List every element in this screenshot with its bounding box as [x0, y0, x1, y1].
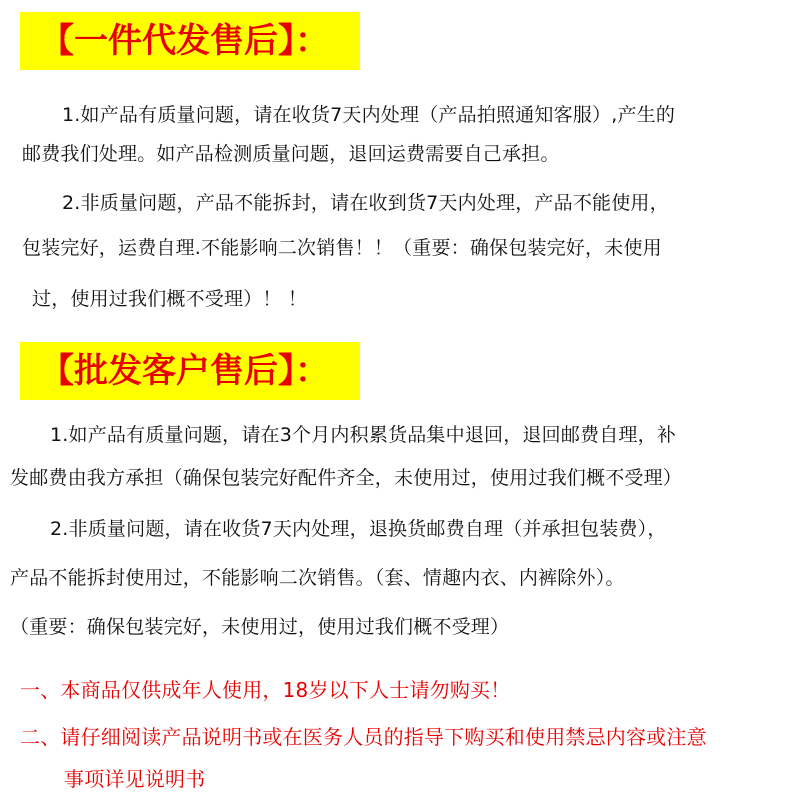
wholesale-item2-line3: （重要：确保包装完好，未使用过，使用过我们概不受理）: [10, 616, 510, 638]
instruction-notice-line1: 二、请仔细阅读产品说明书或在医务人员的指导下购买和使用禁忌内容或注意: [20, 725, 707, 749]
dropship-item2-line2: 包装完好，运费自理.不能影响二次销售！！（重要：确保包装完好，未使用: [22, 237, 662, 259]
section-title-wholesale-after-sales: 【批发客户售后】：: [20, 342, 360, 400]
instruction-notice-line2: 事项详见说明书: [64, 767, 206, 791]
dropship-item1-line2: 邮费我们处理。如产品检测质量问题，退回运费需要自己承担。: [22, 143, 560, 165]
wholesale-item1-line1: 1.如产品有质量问题，请在3个月内积累货品集中退回，退回邮费自理，补: [50, 424, 677, 446]
age-restriction-notice: 一、本商品仅供成年人使用，18岁以下人士请勿购买！: [20, 678, 511, 702]
wholesale-item2-line1: 2.非质量问题，请在收货7天内处理，退换货邮费自理（并承担包装费），: [50, 518, 667, 540]
wholesale-item1-line2: 发邮费由我方承担（确保包装完好配件齐全，未使用过，使用过我们概不受理）: [10, 467, 683, 489]
dropship-item1-line1: 1.如产品有质量问题，请在收货7天内处理（产品拍照通知客服）,产生的: [62, 104, 676, 126]
wholesale-item2-line2: 产品不能拆封使用过，不能影响二次销售。（套、情趣内衣、内裤除外）。: [10, 567, 625, 589]
section-title-dropship-after-sales: 【一件代发售后】：: [20, 12, 360, 70]
dropship-item2-line3: 过，使用过我们概不受理）！ ！: [32, 288, 308, 310]
dropship-item2-line1: 2.非质量问题，产品不能拆封，请在收到货7天内处理，产品不能使用，: [62, 192, 669, 214]
